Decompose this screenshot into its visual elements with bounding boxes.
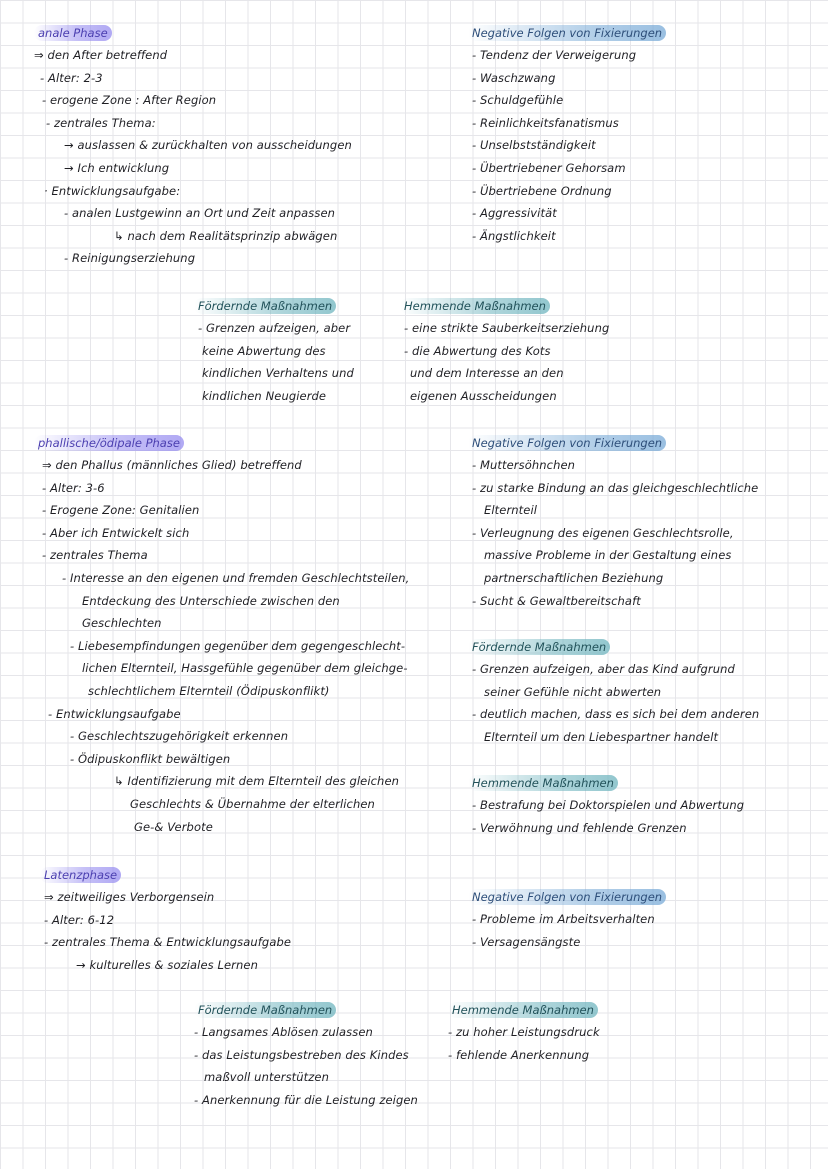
anal-hemmende-box xyxy=(400,295,609,407)
anal-negative-title: Negative Folgen von Fixierungen xyxy=(468,25,666,41)
phall-negative-item: massive Probleme in der Gestaltung eines xyxy=(484,548,732,563)
phall-title: phallische/ödipale Phase xyxy=(34,435,184,451)
phall-line: ↳ Identifizierung mit dem Elternteil des gleichen xyxy=(114,774,400,789)
latenz-foerdernde-box xyxy=(194,999,418,1111)
anal-negative-item: - Ängstlichkeit xyxy=(472,228,556,243)
anal-negative-item: - Aggressivität xyxy=(472,206,557,221)
latenz-hemmende-item: - zu hoher Leistungsdruck xyxy=(448,1025,600,1039)
latenz-foerdernde-item: - das Leistungsbestreben des Kindes xyxy=(194,1047,409,1062)
latenz-line: - Alter: 6-12 xyxy=(44,912,115,927)
phall-negative-item: partnerschaftlichen Beziehung xyxy=(484,570,664,585)
phall-negative-box xyxy=(468,432,758,612)
latenz-hemmende-title: Hemmende Maßnahmen xyxy=(448,1002,598,1018)
anal-negative-item: - Übertriebene Ordnung xyxy=(472,183,612,198)
anal-title: anale Phase xyxy=(34,25,112,41)
phall-line: Geschlechten xyxy=(82,616,162,631)
phall-line: Geschlechts & Übernahme der elterlichen xyxy=(130,796,375,811)
anal-negative-item: - Reinlichkeitsfanatismus xyxy=(472,115,619,130)
phall-line: - Interesse an den eigenen und fremden Geschlechtsteilen, xyxy=(62,570,410,585)
latenz-hemmende-item: - fehlende Anerkennung xyxy=(448,1047,590,1062)
anal-negative-item: - Schuldgefühle xyxy=(472,93,564,108)
phall-line: - Ödipuskonflikt bewältigen xyxy=(70,751,231,766)
anal-hemmende-item: und dem Interesse an den xyxy=(410,366,564,381)
latenz-foerdernde-item: - Anerkennung für die Leistung zeigen xyxy=(194,1092,418,1107)
anal-line: - erogene Zone : After Region xyxy=(42,93,217,108)
anal-line: - Reinigungserziehung xyxy=(64,251,196,266)
anal-line: ⇒ den After betreffend xyxy=(34,48,168,62)
latenz-section xyxy=(40,864,291,976)
anal-foerdernde-item: kindlichen Verhaltens und xyxy=(202,366,354,381)
phall-line: lichen Elternteil, Hassgefühle gegenüber dem gleichge- xyxy=(82,661,408,676)
phall-negative-item: - Muttersöhnchen xyxy=(472,458,576,472)
phall-negative-item: - zu starke Bindung an das gleichgeschlechtliche xyxy=(472,480,759,495)
anal-line: - zentrales Thema: xyxy=(46,115,156,130)
anal-negative-item: - Übertriebener Gehorsam xyxy=(472,160,626,175)
anal-line: → auslassen & zurückhalten von ausscheidungen xyxy=(64,138,352,153)
latenz-negative-box xyxy=(468,886,666,953)
phall-section xyxy=(34,432,409,838)
latenz-hemmende-box xyxy=(448,999,600,1066)
latenz-negative-title: Negative Folgen von Fixierungen xyxy=(468,889,666,905)
phall-hemmende-item: - Verwöhnung und fehlende Grenzen xyxy=(472,820,687,835)
anal-negative-item: - Waschzwang xyxy=(472,70,556,85)
phall-line: - zentrales Thema xyxy=(42,548,148,563)
anal-line: ↳ nach dem Realitätsprinzip abwägen xyxy=(114,228,338,243)
anal-hemmende-item: - die Abwertung des Kots xyxy=(404,343,551,358)
phall-line: ⇒ den Phallus (männliches Glied) betreffend xyxy=(42,458,302,472)
phall-negative-item: Elternteil xyxy=(484,503,538,518)
anal-hemmende-item: eigenen Ausscheidungen xyxy=(410,388,557,403)
phall-negative-item: - Verleugnung des eigenen Geschlechtsrolle, xyxy=(472,525,734,540)
latenz-negative-item: - Probleme im Arbeitsverhalten xyxy=(472,912,655,926)
phall-line: Ge-& Verbote xyxy=(134,819,213,834)
anal-line: · Entwicklungsaufgabe: xyxy=(44,183,181,198)
latenz-line: → kulturelles & soziales Lernen xyxy=(76,957,258,972)
latenz-line: - zentrales Thema & Entwicklungsaufgabe xyxy=(44,935,292,950)
anal-hemmende-item: - eine strikte Sauberkeitserziehung xyxy=(404,321,610,335)
anal-foerdernde-item: - Grenzen aufzeigen, aber xyxy=(198,321,351,335)
phall-line: - Aber ich Entwickelt sich xyxy=(42,525,190,540)
phall-negative-title: Negative Folgen von Fixierungen xyxy=(468,435,666,451)
phall-line: - Geschlechtszugehörigkeit erkennen xyxy=(70,729,289,744)
latenz-foerdernde-item: maßvoll unterstützen xyxy=(204,1070,329,1085)
anal-negative-item: - Unselbstständigkeit xyxy=(472,138,596,153)
latenz-negative-item: - Versagensängste xyxy=(472,934,581,949)
anal-line: - Alter: 2-3 xyxy=(40,70,103,85)
phall-foerdernde-title: Fördernde Maßnahmen xyxy=(468,639,610,655)
anal-negative-item: - Tendenz der Verweigerung xyxy=(472,48,637,62)
latenz-title: Latenzphase xyxy=(40,867,121,883)
phall-foerdernde-item: Elternteil um den Liebespartner handelt xyxy=(484,729,719,744)
phall-hemmende-title: Hemmende Maßnahmen xyxy=(468,775,618,791)
latenz-foerdernde-item: - Langsames Ablösen zulassen xyxy=(194,1025,373,1039)
phall-line: schlechtlichem Elternteil (Ödipuskonflikt) xyxy=(88,683,330,698)
phall-line: - Erogene Zone: Genitalien xyxy=(42,503,200,518)
anal-line: - analen Lustgewinn an Ort und Zeit anpassen xyxy=(64,206,336,221)
anal-foerdernde-item: kindlichen Neugierde xyxy=(202,388,327,403)
anal-foerdernde-box xyxy=(194,295,354,407)
anal-foerdernde-item: keine Abwertung des xyxy=(202,343,326,358)
phall-foerdernde-item: - deutlich machen, dass es sich bei dem anderen xyxy=(472,707,760,722)
anal-negative-box xyxy=(468,22,666,247)
phall-hemmende-box xyxy=(468,772,744,839)
anal-section xyxy=(34,22,352,270)
phall-line: - Liebesempfindungen gegenüber dem gegengeschlecht- xyxy=(70,638,406,653)
latenz-line: ⇒ zeitweiliges Verborgensein xyxy=(44,890,215,904)
latenz-foerdernde-title: Fördernde Maßnahmen xyxy=(194,1002,336,1018)
phall-line: - Alter: 3-6 xyxy=(42,480,105,495)
phall-line: Entdeckung des Unterschiede zwischen den xyxy=(82,593,340,608)
phall-foerdernde-item: - Grenzen aufzeigen, aber das Kind aufgrund xyxy=(472,662,735,676)
anal-hemmende-title: Hemmende Maßnahmen xyxy=(400,298,550,314)
phall-line: - Entwicklungsaufgabe xyxy=(48,706,181,721)
anal-line: → Ich entwicklung xyxy=(64,160,170,175)
phall-foerdernde-box xyxy=(468,636,759,748)
phall-foerdernde-item: seiner Gefühle nicht abwerten xyxy=(484,684,662,699)
phall-hemmende-item: - Bestrafung bei Doktorspielen und Abwertung xyxy=(472,798,745,812)
anal-foerdernde-title: Fördernde Maßnahmen xyxy=(194,298,336,314)
phall-negative-item: - Sucht & Gewaltbereitschaft xyxy=(472,593,641,608)
